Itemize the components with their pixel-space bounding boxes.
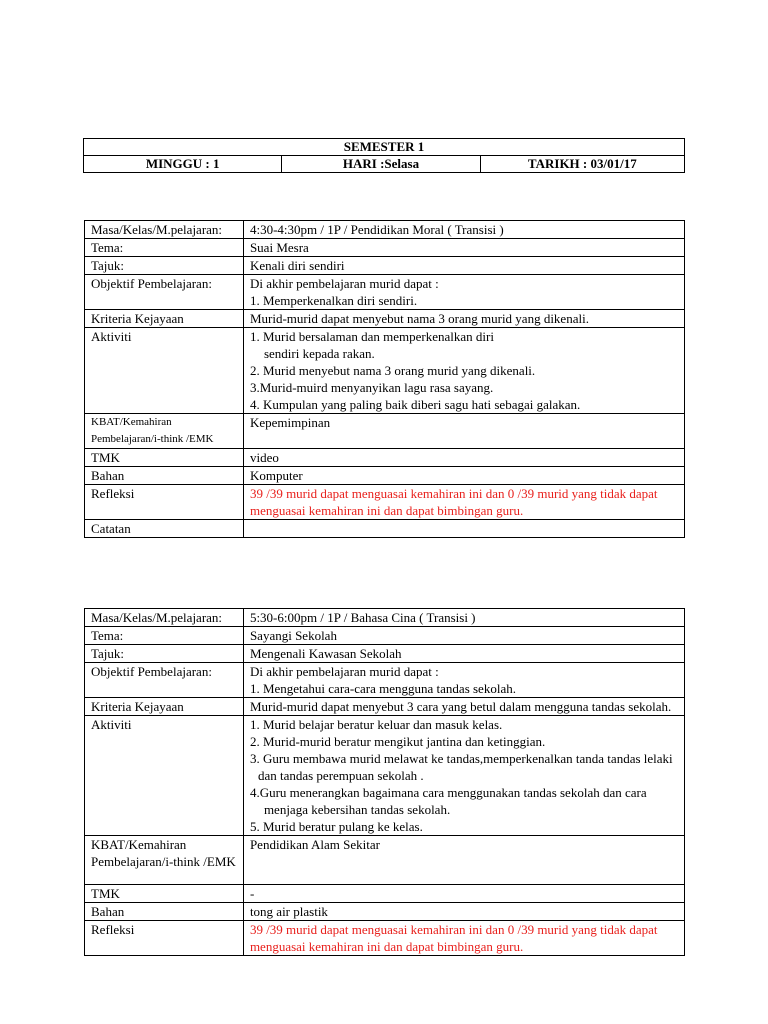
kbat-value: Pendidikan Alam Sekitar [243,836,684,885]
bahan-label: Bahan [85,467,244,485]
tajuk-value: Kenali diri sendiri [243,257,684,275]
objektif-value [243,275,684,310]
table-row [85,645,685,663]
aktiviti-line: sendiri kepada rakan. [263,346,375,361]
aktiviti-line: 5. Murid beratur pulang ke kelas. [249,819,423,834]
aktiviti-value [243,716,684,836]
refleksi-label: Refleksi [85,921,244,956]
kbat-value: Kepemimpinan [243,414,684,449]
objektif-line: 1. Mengetahui cara-cara mengguna tandas sekolah. [249,681,516,696]
aktiviti-line: 1. Murid belajar beratur keluar dan masuk kelas. [249,717,503,732]
table-row [85,609,685,627]
lesson-1-table [84,220,685,538]
refleksi-label: Refleksi [85,485,244,520]
table-row [85,239,685,257]
table-row [85,627,685,645]
masa-label: Masa/Kelas/M.pelajaran: [85,609,244,627]
tmk-value: - [243,885,684,903]
table-row [85,310,685,328]
tmk-value: video [243,449,684,467]
kriteria-label: Kriteria Kejayaan [85,310,244,328]
tajuk-label: Tajuk: [85,257,244,275]
aktiviti-line: 4.Guru menerangkan bagaimana cara menggunakan tandas sekolah dan cara [249,785,647,800]
table-row [85,663,685,698]
lesson-2-table [84,608,685,956]
aktiviti-label: Aktiviti [85,328,244,414]
table-row [85,698,685,716]
table-row [85,221,685,239]
aktiviti-line: dan tandas perempuan sekolah . [257,768,424,783]
semester-title: SEMESTER 1 [84,139,685,156]
aktiviti-label: Aktiviti [85,716,244,836]
objektif-label: Objektif Pembelajaran: [85,663,244,698]
table-row [85,467,685,485]
refleksi-value: 39 /39 murid dapat menguasai kemahiran ini dan 0 /39 murid yang tidak dapat menguasai kemahiran ini dan dapat bimbingan guru. [243,485,684,520]
table-row [85,485,685,520]
table-row [85,903,685,921]
table-row [85,328,685,414]
objektif-line: Di akhir pembelajaran murid dapat : [249,276,439,291]
table-row [85,257,685,275]
table-row [85,716,685,836]
refleksi-value: 39 /39 murid dapat menguasai kemahiran ini dan 0 /39 murid yang tidak dapat menguasai kemahiran ini dan dapat bimbingan guru. [243,921,684,956]
kriteria-value: Murid-murid dapat menyebut 3 cara yang betul dalam mengguna tandas sekolah. [243,698,684,716]
bahan-value: tong air plastik [243,903,684,921]
tema-label: Tema: [85,627,244,645]
tema-value: Sayangi Sekolah [243,627,684,645]
aktiviti-line: 1. Murid bersalaman dan memperkenalkan diri [249,329,494,344]
header-table [83,138,685,173]
tajuk-label: Tajuk: [85,645,244,663]
hari-cell: HARI :Selasa [282,156,480,173]
tema-value: Suai Mesra [243,239,684,257]
table-row [85,836,685,885]
aktiviti-line: menjaga kebersihan tandas sekolah. [263,802,451,817]
aktiviti-value [243,328,684,414]
objektif-label: Objektif Pembelajaran: [85,275,244,310]
kriteria-label: Kriteria Kejayaan [85,698,244,716]
aktiviti-line: 3. Guru membawa murid melawat ke tandas,memperkenalkan tanda tandas lelaki [249,751,673,766]
masa-value: 4:30-4:30pm / 1P / Pendidikan Moral ( Transisi ) [243,221,684,239]
kbat-label: KBAT/Kemahiran Pembelajaran/i-think /EMK [85,414,244,449]
aktiviti-line: 4. Kumpulan yang paling baik diberi sagu hati sebagai galakan. [249,397,581,412]
kriteria-value: Murid-murid dapat menyebut nama 3 orang murid yang dikenali. [243,310,684,328]
masa-label: Masa/Kelas/M.pelajaran: [85,221,244,239]
table-row [85,449,685,467]
catatan-value [243,520,684,538]
table-row [85,414,685,449]
kbat-label: KBAT/Kemahiran Pembelajaran/i-think /EMK [85,836,244,885]
objektif-line: 1. Memperkenalkan diri sendiri. [249,293,418,308]
bahan-label: Bahan [85,903,244,921]
minggu-cell: MINGGU : 1 [84,156,282,173]
tmk-label: TMK [85,885,244,903]
tajuk-value: Mengenali Kawasan Sekolah [243,645,684,663]
table-row [85,520,685,538]
tema-label: Tema: [85,239,244,257]
table-row [85,275,685,310]
bahan-value: Komputer [243,467,684,485]
table-row [85,921,685,956]
masa-value: 5:30-6:00pm / 1P / Bahasa Cina ( Transisi ) [243,609,684,627]
catatan-label: Catatan [85,520,244,538]
aktiviti-line: 3.Murid-muird menyanyikan lagu rasa sayang. [249,380,494,395]
tarikh-cell: TARIKH : 03/01/17 [480,156,684,173]
tmk-label: TMK [85,449,244,467]
aktiviti-line: 2. Murid-murid beratur mengikut jantina dan ketinggian. [249,734,546,749]
aktiviti-line: 2. Murid menyebut nama 3 orang murid yang dikenali. [249,363,536,378]
objektif-value [243,663,684,698]
objektif-line: Di akhir pembelajaran murid dapat : [249,664,439,679]
table-row [85,885,685,903]
